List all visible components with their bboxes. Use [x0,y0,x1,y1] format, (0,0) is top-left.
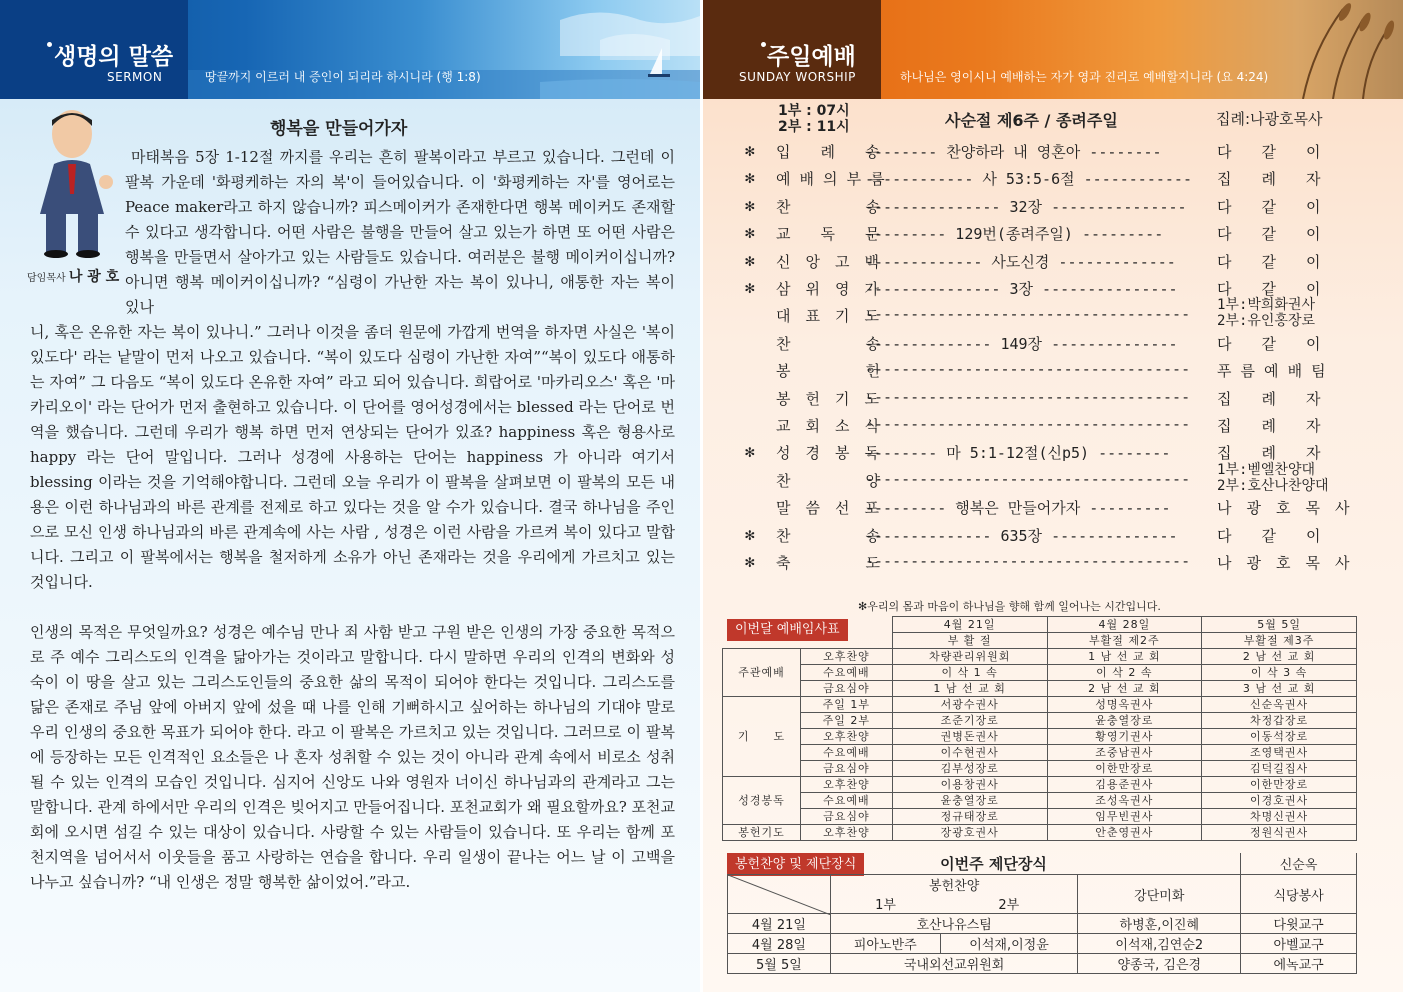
duty-assignee: 이한만장로 [1047,761,1202,777]
flower-table-tag: 봉헌찬양 및 제단장식 [727,853,864,876]
order-row [745,220,1355,247]
date-header: 4월 28일 [1047,617,1202,633]
order-item-detail: --------------- 3장 --------------- [865,280,1178,298]
flower-meal: 아벨교구 [1241,934,1357,954]
duty-assignee: 정규태장로 [892,809,1047,825]
order-item-detail: --------- 행복은 만들어가자 --------- [865,499,1171,518]
order-item-detail: -------------- 149장 -------------- [865,334,1178,353]
order-row [745,461,1355,494]
duty-group: 주관예배 [723,649,801,697]
stand-marker: ✻ [745,195,755,215]
event-header: 부활절 제3주 [1202,633,1357,649]
order-item-leader: 나 광 호 목 사 [1217,554,1350,572]
duty-assignee: 3 남 선 교 회 [1202,681,1357,697]
sermon-paragraph: 인생의 목적은 무엇일까요? 성경은 예수님 만나 죄 사함 받고 구원 받은 인생의 가장 중요한 목적으로 주 예수 그리스도의 인격을 닮아가는 것이라고 말합니다. 다시 말하면 우리의 인격의 변화와 성숙이 이 땅을 살고 있는 그리스도인들의 중요한 삶의 목적이 되어야 한다는 것입니다. 그리스도를 닮은 존재로 주님 앞에 아버지 앞에 섰을 때 나를 인해 기뻐하시고 싶어하는 하나님의 기대야 말로 우리 인생의 중요한 목표가 되어야 한다. 라고 이 팔복은 가르치고 있는 것입니다. 그러므로 이 팔복에 등장하는 모든 인격적인 요소들은 나 혼자 성취할 수 있는 것이 아니라 관계 속에서 비로소 성취될 수 있는 인격의 모습인 것입니다. 심지어 신앙도 나와 영원자 너이신 하나님과의 관계라고 그는 말합니다. 관계 하에서만 우리의 인격은 빚어지고 만들어집니다. 포천교회가 왜 필요할까요? 포천교회에 오시면 섬길 수 있는 대상이 있습니다. 사랑할 수 있는 사람들이 있습니다. 또 우리는 함께 포천지역을 넘어서서 이웃들을 품고 사랑하는 연습을 합니다. 우리 일생이 끝나는 어느 날 이 고백을 나누고 싶습니까? “내 인생은 정말 행복한 삶이었어.”라고. [30,623,675,891]
duty-service: 오후찬양 [800,649,892,665]
staff-row [723,697,1357,713]
order-item-name: 교 회 소 식 [776,417,879,435]
duty-service: 금요심야 [800,681,892,697]
order-item-leader: 다 같 이 [1217,225,1321,244]
duty-assignee: 이 삭 1 속 [892,665,1047,681]
flower-offering: 호산나유스팀 [830,914,1078,934]
col-2bu: 2부 [940,894,1078,914]
duty-assignee: 임무빈권사 [1047,809,1202,825]
flower-title: 이번주 제단장식 [940,853,1241,875]
duty-assignee: 김부성장로 [892,761,1047,777]
order-item-detail: ------------------------------------ [865,360,1191,379]
order-item-name: 봉 헌 기 도 [776,389,879,408]
order-row [745,549,1355,576]
pastor-role: 담임목사 [27,273,66,284]
worship-header-title: 주일예배 [767,44,856,70]
leader-2bu: 2부:유인홍장로 [1217,313,1316,330]
order-item-leader: 집 례 자 [1217,444,1321,463]
order-row [745,330,1355,357]
service-time-1: 1부 : 07시 [778,103,850,119]
order-item-detail: --------- 129번(종려주일) --------- [865,225,1164,244]
flower-altar: 하병훈,이진혜 [1078,914,1241,934]
duty-assignee: 권병돈권사 [892,729,1047,745]
sermon-header [0,0,700,99]
staff-row [723,761,1357,777]
order-item-leader: 다 같 이 [1217,143,1321,161]
order-row [745,357,1355,384]
duty-group: 봉헌기도 [723,825,801,841]
duty-assignee: 이경호권사 [1202,793,1357,809]
stand-marker: ✻ [745,250,755,270]
title-dot [761,42,766,47]
flower-offering-1bu: 피아노반주 [830,934,940,954]
order-item-leader: 집 례 자 [1217,389,1321,408]
duty-group: 기 도 [723,697,801,777]
staff-row [723,793,1357,809]
page-divider [700,0,703,992]
order-item-leader [1217,462,1355,494]
order-item-name: 교 독 문 [776,225,880,244]
event-header: 부 활 절 [892,633,1047,649]
stand-marker: ✻ [745,168,755,188]
duty-assignee: 조성옥권사 [1047,793,1202,809]
flower-altar: 이석재,김연순2 [1078,934,1241,954]
duty-service: 수요예배 [800,745,892,761]
stand-marker: ✻ [745,278,755,297]
stand-marker: ✻ [745,141,755,160]
staff-row [723,729,1357,745]
order-item-name: 말 씀 선 포 [776,499,879,518]
flower-date: 4월 28일 [728,934,831,954]
staff-row [723,777,1357,793]
date-header: 5월 5일 [1202,617,1357,633]
order-item-name: 예 배 의 부 름 [776,170,885,189]
sermon-paragraph: 니, 혹은 온유한 자는 복이 있나니.” 그러나 이것을 좀더 원문에 가깝게 번역을 하자면 사실은 '복이 있도다' 라는 낱말이 먼저 나오고 있습니다. “복이 있도다 심령이 가난한 자여”“복이 있도다 애통하는 자여” 그 다음도 “복이 있도다 온유한 자여” 라고 되어 있습니다. 희랍어로 '마카리오스' 혹은 '마카리오이' 라는 단어가 먼저 출현하고 있습니다. 이 단어를 영어성경에서는 blessed 라는 단어로 번역을 했습니다. 그런데 우리가 행복 하면 먼저 연상되는 단어가 있죠? happiness 혹은 형용사로 happy 라는 단어 말입니다. 그러나 성경에 사용하는 단어는 happiness 가 아니라 여기서 blessing 이라는 것을 기억해야합니다. 그런데 오늘 우리가 이 팔복을 살펴보면 이 팔복의 모든 내용은 이런 하나님과의 바른 관계를 전제로 하고 있다는 것을 알 수가 있습니다. 결국 하나님을 주인으로 모신 인생 하나님과의 바른 관계속에 사는 사람 , 성경은 이런 사람을 가르켜 복이 있다고 말합니다. 그리고 이 팔복에서는 행복을 철저하게 소유가 아닌 존재라는 것을 우리에게 가르치고 있는 것입니다. [30,323,675,591]
order-item-detail: -------- 마 5:1-12절(신p5) -------- [865,444,1171,463]
duty-assignee: 이 삭 2 속 [1047,665,1202,681]
order-item-detail: ------------------------------------ [865,305,1191,324]
staff-table-tag: 이번달 예배임사표 [727,619,848,641]
staff-row [723,665,1357,681]
duty-assignee: 차정갑장로 [1202,713,1357,729]
order-item-leader: 다 같 이 [1217,280,1321,298]
flower-date: 5월 5일 [728,954,831,974]
order-item-leader: 다 같 이 [1217,197,1321,216]
flower-altar: 양종국, 김은경 [1078,954,1241,974]
duty-assignee: 안춘영권사 [1047,825,1202,841]
duty-assignee: 차명신권사 [1202,809,1357,825]
pastor-avatar [24,104,120,264]
order-item-name: 입 례 송 [776,143,880,161]
duty-assignee: 이동석장로 [1202,729,1357,745]
pastor-label [27,266,119,286]
duty-service: 주일 2부 [800,713,892,729]
leader-2bu: 2부:호산나찬양대 [1217,477,1329,494]
col-offering: 봉헌찬양 [830,875,1078,895]
pastor-name: 나 광 호 [68,269,120,285]
flower-offering: 국내외선교위원회 [830,954,1078,974]
diagonal-cell [728,875,831,914]
staff-table [722,616,1357,841]
duty-service: 수요예배 [800,665,892,681]
order-item-name: 축 도 [776,554,880,572]
order-item-detail: ------------------------------------ [865,469,1191,488]
worship-title: 사순절 제6주 / 종려주일 [945,111,1118,130]
stand-marker: ✻ [745,552,755,571]
duty-assignee: 조중남권사 [1047,745,1202,761]
order-item-leader: 푸 름 예 배 팀 [1217,362,1326,381]
duty-assignee: 서광수권사 [892,697,1047,713]
duty-assignee: 김덕길집사 [1202,761,1357,777]
duty-assignee: 조준기장로 [892,713,1047,729]
order-item-leader: 집 례 자 [1217,417,1321,435]
service-times [778,103,850,135]
date-header: 4월 21일 [892,617,1047,633]
duty-assignee: 황영기권사 [1047,729,1202,745]
flower-offering-2bu: 이석재,이정윤 [940,934,1078,954]
duty-assignee: 차량관리위원회 [892,649,1047,665]
sermon-header-verse: 땅끝까지 이르러 내 증인이 되리라 하시니라 (행 1:8) [205,70,481,84]
order-item-detail: -------------- 635장 -------------- [865,526,1178,545]
duty-assignee: 정원식권사 [1202,825,1357,841]
order-item-detail: ------------------------------------ [865,387,1191,406]
order-item-name: 신 앙 고 백 [776,252,879,271]
duty-assignee: 이 삭 3 속 [1202,665,1357,681]
order-row [745,522,1355,549]
staff-row [723,809,1357,825]
order-item-leader: 나 광 호 목 사 [1217,499,1350,518]
flower-table [727,853,1357,974]
order-row [745,297,1355,330]
duty-assignee: 이한만장로 [1202,777,1357,793]
order-item-name: 성 경 봉 독 [776,444,879,463]
duty-service: 수요예배 [800,793,892,809]
worship-header-subtitle: SUNDAY WORSHIP [739,70,856,84]
order-item-name: 삼 위 영 가 [776,280,879,298]
stand-marker: ✻ [745,442,755,462]
order-row [745,385,1355,412]
duty-service: 주일 1부 [800,697,892,713]
duty-service: 오후찬양 [800,777,892,793]
staff-row [723,825,1357,841]
order-item-leader: 집 례 자 [1217,170,1321,189]
sermon-header-title: 생명의 말씀 [54,44,174,70]
presider: 집례:나광호목사 [1216,110,1323,128]
order-row [745,138,1355,165]
duty-assignee: 1 남 선 교 회 [892,681,1047,697]
order-item-leader: 다 같 이 [1217,252,1321,271]
duty-assignee: 윤충열장로 [892,793,1047,809]
duty-assignee: 성명옥권사 [1047,697,1202,713]
order-row [745,165,1355,192]
order-item-name: 봉 헌 [776,362,880,381]
order-item-name: 찬 송 [776,334,880,353]
duty-service: 오후찬양 [800,825,892,841]
leader-1bu: 1부:벧엘찬양대 [1217,461,1316,478]
duty-assignee: 이수현권사 [892,745,1047,761]
sermon-paragraph: 마태복음 5장 1-12절 까지를 우리는 흔히 팔복이라고 부르고 있습니다. 그런데 이 팔복 가운데 '화평케하는 자의 복'이 들어있습니다. 이 '화평케하는 자'를 영어로는 Peace maker라고 하지 않습니까? 피스메이커가 존재한다면 행복 메이커도 존재할 수 있다고 생각합니다. 어떤 사람은 불행을 만들어 살고 있는가 하면 또 어떤 사람은 행복을 만들면서 살아가고 있는 사람들도 있습니다. 여러분은 불행 메이커이십니까? 아니면 행복 메이커이십니까? “심령이 가난한 자는 복이 있나니, 애통한 자는 복이 있나 [125,148,675,316]
title-dot [47,42,52,47]
flower-decorator: 신순옥 [1241,853,1357,875]
duty-assignee: 1 남 선 교 회 [1047,649,1202,665]
stand-marker: ✻ [745,524,755,544]
order-item-name: 찬 양 [776,471,880,490]
staff-row [723,713,1357,729]
col-1bu: 1부 [830,894,940,914]
staff-row [723,745,1357,761]
duty-service: 오후찬양 [800,729,892,745]
worship-header-verse: 하나님은 영이시니 예배하는 자가 영과 진리로 예배할지니라 (요 4:24) [900,70,1269,84]
staff-row [723,649,1357,665]
leader-1bu: 1부:박희화권사 [1217,297,1316,314]
order-row [745,248,1355,275]
order-item-name: 찬 송 [776,526,880,545]
worship-header [703,0,1403,99]
col-meal: 식당봉사 [1241,875,1357,914]
col-altar: 강단미화 [1078,875,1241,914]
duty-assignee: 윤충열장로 [1047,713,1202,729]
order-item-detail: ------------ 사 53:5-6절 ------------ [865,170,1192,189]
order-item-detail: -------- 찬양하라 내 영혼아 -------- [865,143,1162,161]
duty-assignee: 2 남 선 교 회 [1047,681,1202,697]
duty-service: 금요심야 [800,809,892,825]
order-item-leader: 다 같 이 [1217,526,1321,545]
flower-date: 4월 21일 [728,914,831,934]
order-item-detail: ------------------------------------ [865,552,1191,570]
flower-meal: 에녹교구 [1241,954,1357,974]
order-item-leader: 다 같 이 [1217,334,1321,353]
order-item-detail: ------------------------------------ [865,415,1191,433]
order-item-leader [1217,297,1355,329]
staff-row [723,681,1357,697]
duty-assignee: 김용준권사 [1047,777,1202,793]
duty-service: 금요심야 [800,761,892,777]
event-header: 부활절 제2주 [1047,633,1202,649]
duty-assignee: 이용창권사 [892,777,1047,793]
order-item-detail: ------------- 사도신경 ------------- [865,252,1176,271]
duty-assignee: 신순옥권사 [1202,697,1357,713]
order-row [745,412,1355,439]
order-row [745,193,1355,220]
order-row [745,494,1355,521]
service-time-2: 2부 : 11시 [778,119,850,135]
order-note: ✻우리의 몸과 마음이 하나님을 향해 함께 일어나는 시간입니다. [858,600,1161,613]
stand-marker: ✻ [745,223,755,243]
order-item-name: 찬 송 [776,197,880,216]
sermon-title: 행복을 만들어가자 [270,119,408,139]
duty-assignee: 2 남 선 교 회 [1202,649,1357,665]
duty-assignee: 장광호권사 [892,825,1047,841]
sermon-header-subtitle: SERMON [107,70,163,84]
order-item-detail: --------------- 32장 --------------- [865,197,1187,216]
duty-group: 성경봉독 [723,777,801,825]
flower-meal: 다윗교구 [1241,914,1357,934]
duty-assignee: 조영택권사 [1202,745,1357,761]
order-item-name: 대 표 기 도 [776,307,879,326]
